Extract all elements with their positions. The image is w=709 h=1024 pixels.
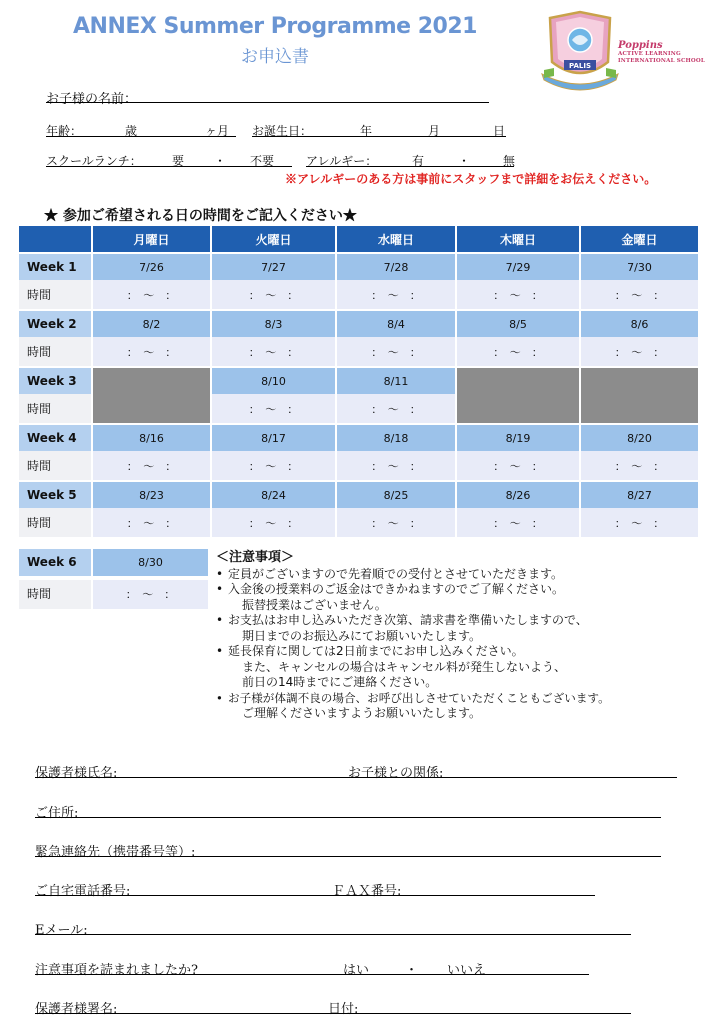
time-row (19, 451, 698, 480)
time-entry-cell[interactable]: ： 〜 ： (581, 508, 698, 537)
schedule-heading: ★ 参加ご希望される日の時間をご記入ください★ (44, 208, 357, 224)
time-entry-cell[interactable]: ： 〜 ： (457, 451, 579, 480)
guardian-name-label: 保護者様氏名: (35, 766, 118, 781)
schedule-corner (19, 226, 91, 252)
week-row (19, 311, 698, 337)
brand-name: Poppins (618, 40, 663, 51)
age-label: 年齢： (46, 124, 83, 138)
time-row (19, 394, 698, 423)
read-yes-option[interactable]: はい (343, 963, 370, 978)
closed-cell (457, 394, 579, 423)
day-header-fri: 金曜日 (581, 226, 698, 252)
time-entry-cell[interactable]: ： 〜 ： (93, 508, 210, 537)
age-field[interactable] (46, 136, 236, 137)
date-cell: 8/19 (457, 425, 579, 451)
birthday-label: お誕生日： (252, 124, 313, 138)
signature-label: 保護者様署名: (35, 1002, 118, 1017)
address-field[interactable] (35, 817, 661, 818)
date-cell: 8/6 (581, 311, 698, 337)
time-entry-cell[interactable]: ： 〜 ： (93, 337, 210, 366)
note-item-cont: 前日の14時までにご連絡ください。 (242, 675, 438, 689)
read-notes-label: 注意事項を読まれましたか? (35, 963, 198, 978)
note-item: • 定員がございますので先着順での受付とさせていただきます。 (216, 567, 706, 583)
brand-line-2: INTERNATIONAL SCHOOL (618, 57, 705, 64)
allergy-separator: ・ (458, 154, 471, 168)
time-entry-cell[interactable]: ： 〜 ： (337, 451, 455, 480)
email-label: Eメール: (35, 923, 88, 938)
notes-section (216, 550, 706, 722)
time-entry-cell[interactable]: ： 〜 ： (212, 280, 335, 309)
birth-year-unit: 年 (360, 124, 373, 138)
child-name-label: お子様の名前： (46, 92, 138, 107)
time-label: 時間 (19, 508, 91, 537)
day-header-mon: 月曜日 (93, 226, 210, 252)
date-cell: 8/20 (581, 425, 698, 451)
time-entry-cell[interactable]: ： 〜 ： (337, 508, 455, 537)
notes-heading: ＜注意事項＞ (216, 550, 295, 565)
time-entry-cell[interactable]: ： 〜 ： (337, 394, 455, 423)
note-item: • 入金後の授業料のご返金はできかねますのでご了解ください。 (216, 582, 706, 598)
email-field[interactable] (35, 934, 631, 935)
closed-cell (457, 368, 579, 394)
day-header-thu: 木曜日 (457, 226, 579, 252)
palis-crest-logo (540, 10, 620, 96)
lunch-label: スクールランチ： (46, 154, 142, 168)
date-cell: 8/3 (212, 311, 335, 337)
age-months-unit: ヶ月 (205, 124, 230, 138)
time-entry-cell[interactable]: ： 〜 ： (93, 451, 210, 480)
time-label: 時間 (19, 451, 91, 480)
date-cell: 8/10 (212, 368, 335, 394)
lunch-separator: ・ (214, 154, 227, 168)
time-entry-cell[interactable]: ： 〜 ： (337, 280, 455, 309)
age-years-unit: 歳 (125, 124, 138, 138)
date-cell: 7/29 (457, 254, 579, 280)
date-cell: 8/4 (337, 311, 455, 337)
page-subtitle: お申込書 (241, 47, 309, 67)
emergency-contact-label: 緊急連絡先（携帯番号等）: (35, 845, 196, 860)
week-row (19, 425, 698, 451)
closed-cell (581, 368, 698, 394)
allergy-yes-option[interactable]: 有 (412, 154, 425, 168)
date-cell: 8/24 (212, 482, 335, 508)
home-phone-label: ご自宅電話番号: (35, 884, 131, 899)
time-label: 時間 (19, 394, 91, 423)
date-cell: 7/26 (93, 254, 210, 280)
week-row (19, 482, 698, 508)
page-title: ANNEX Summer Programme 2021 (73, 14, 477, 39)
day-header-tue: 火曜日 (212, 226, 335, 252)
week-label: Week 5 (19, 482, 91, 508)
time-label: 時間 (19, 580, 91, 609)
schedule-table (17, 226, 700, 537)
time-row (19, 508, 698, 537)
date-cell: 8/25 (337, 482, 455, 508)
read-separator: ・ (405, 963, 419, 978)
fax-label: ＦＡＸ番号: (332, 884, 402, 899)
week-row (19, 368, 698, 394)
note-item-cont: 振替授業はございません。 (242, 597, 387, 612)
signature-date-field[interactable] (35, 1013, 631, 1014)
date-cell: 8/11 (337, 368, 455, 394)
date-cell: 8/16 (93, 425, 210, 451)
week-label: Week 6 (19, 549, 91, 576)
logo-text: PALIS (568, 62, 592, 70)
brand-line-1: ACTIVE LEARNING (618, 51, 681, 57)
note-item-cont: 期日までのお振込みにてお願いいたします。 (242, 628, 482, 643)
allergy-label: アレルギー： (306, 154, 378, 168)
birth-month-unit: 月 (428, 124, 441, 138)
time-entry-cell[interactable]: ： 〜 ： (93, 280, 210, 309)
date-cell: 8/5 (457, 311, 579, 337)
brand-block (618, 40, 708, 64)
lunch-no-option[interactable]: 不要 (250, 154, 275, 168)
date-cell: 8/18 (337, 425, 455, 451)
time-entry-cell[interactable]: ： 〜 ： (457, 280, 579, 309)
day-header-wed: 水曜日 (337, 226, 455, 252)
relation-label: お子様との関係: (348, 766, 444, 781)
date-cell: 7/30 (581, 254, 698, 280)
closed-cell (93, 368, 210, 394)
closed-cell (581, 394, 698, 423)
date-cell: 7/28 (337, 254, 455, 280)
date-cell: 8/23 (93, 482, 210, 508)
date-cell: 8/2 (93, 311, 210, 337)
time-entry-cell[interactable]: ： 〜 ： (581, 337, 698, 366)
allergy-underline (306, 166, 514, 167)
time-row (19, 280, 698, 309)
read-no-option[interactable]: いいえ (447, 963, 487, 978)
note-item: • お子様が体調不良の場合、お呼び出しさせていただくこともございます。 (216, 691, 706, 707)
date-cell: 8/30 (93, 549, 208, 576)
date-cell: 8/17 (212, 425, 335, 451)
emergency-contact-field[interactable] (35, 856, 661, 857)
note-item: • 延長保育に関しては2日前までにお申し込みください。 (216, 644, 706, 660)
birthday-field[interactable] (252, 136, 506, 137)
phone-fax-field[interactable] (35, 895, 595, 896)
week-label: Week 3 (19, 368, 91, 394)
week-label: Week 4 (19, 425, 91, 451)
lunch-yes-option[interactable]: 要 (172, 154, 185, 168)
time-entry-cell[interactable]: ： 〜 ： (212, 337, 335, 366)
note-item-cont: ご理解くださいますようお願いいたします。 (242, 706, 482, 720)
time-entry-cell[interactable]: ： 〜 ： (212, 394, 335, 423)
address-label: ご住所: (35, 806, 79, 821)
time-entry-cell[interactable]: ： 〜 ： (581, 451, 698, 480)
time-entry-cell[interactable]: ： 〜 ： (93, 580, 208, 609)
week-label: Week 1 (19, 254, 91, 280)
week-row (19, 254, 698, 280)
time-label: 時間 (19, 280, 91, 309)
guardian-name-field[interactable] (35, 777, 677, 778)
child-name-field[interactable] (46, 102, 489, 103)
time-entry-cell[interactable]: ： 〜 ： (457, 508, 579, 537)
time-entry-cell[interactable]: ： 〜 ： (457, 337, 579, 366)
date-cell: 7/27 (212, 254, 335, 280)
date-cell: 8/27 (581, 482, 698, 508)
time-entry-cell[interactable]: ： 〜 ： (212, 508, 335, 537)
allergy-no-option[interactable]: 無 (503, 154, 516, 168)
read-notes-underline (35, 974, 589, 975)
time-row (19, 337, 698, 366)
time-label: 時間 (19, 337, 91, 366)
note-item: • お支払はお申し込みいただき次第、請求書を準備いたしますので、 (216, 613, 706, 629)
note-item-cont: また、キャンセルの場合はキャンセル料が発生しないよう、 (242, 659, 567, 674)
week-label: Week 2 (19, 311, 91, 337)
time-entry-cell[interactable]: ： 〜 ： (337, 337, 455, 366)
time-entry-cell[interactable]: ： 〜 ： (581, 280, 698, 309)
allergy-note: ※アレルギーのある方は事前にスタッフまで詳細をお伝えください。 (285, 172, 657, 186)
date-cell: 8/26 (457, 482, 579, 508)
closed-cell (93, 394, 210, 423)
time-entry-cell[interactable]: ： 〜 ： (212, 451, 335, 480)
birth-day-unit: 日 (493, 124, 506, 138)
lunch-underline (46, 166, 292, 167)
date-label: 日付: (328, 1002, 359, 1017)
